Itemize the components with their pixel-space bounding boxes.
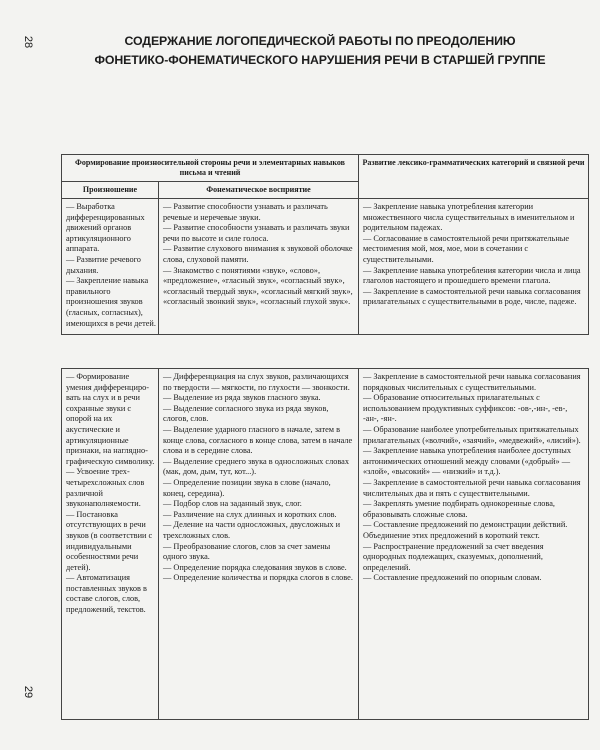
header-lexical: Развитие лексико-грамматических категорий и связной речи bbox=[359, 155, 589, 199]
list-item: — Закрепление навыка употребления категории множественного числа существительных в именительном и родительном падежах. bbox=[363, 202, 575, 233]
list-item: — Различение на слух длинных и коротких слов. bbox=[163, 509, 337, 519]
list-item: — Выделение из ряда звуков гласного звука. bbox=[163, 393, 321, 403]
list-item: — Подбор слов на заданный звук, слог. bbox=[163, 499, 302, 509]
list-item: — Формирование умения дифференцировать на слух и в речи сохранные звуки с опорой на их акустические и артикуляционные признаки, на наглядно-графическую символику. bbox=[66, 372, 155, 466]
list-item: — Закреплять умение подбирать однокоренные слова, образовывать сложные слова. bbox=[363, 499, 555, 519]
list-item: — Выделение среднего звука в односложных словах (мак, дом, дым, тут, кот...). bbox=[163, 456, 349, 477]
list-item: — Закрепление навыка употребления категории числа и лица глаголов настоящего и прошедшего времени глагола. bbox=[363, 265, 581, 286]
list-item: — Знакомство с понятиями «звук», «слово», «предложение», «гласный звук», «согласный звук», «согласный твердый звук», «согласный мягкий звук», «согласный звонкий звук», «согласный глухой звук». bbox=[163, 265, 353, 307]
header-pronunciation-group: Формирование произносительной стороны речи и элементарных навыков письма и чтений bbox=[62, 155, 359, 182]
list-item: — Развитие способности узнавать и различать звуки речи по высоте и силе голоса. bbox=[163, 223, 350, 243]
list-item: — Дифференциация на слух звуков, различающихся по твердости — мягкости, по глухости — звонкости. bbox=[163, 372, 350, 392]
list-item: — Постановка отсутствующих в речи звуков (в соответствии с индивидуальными особенностями речи детей). bbox=[66, 509, 153, 572]
list-item: — Составление предложений по демонстрации действий. Объединение этих предложений в короткий текст. bbox=[363, 520, 568, 540]
list-item: — Составление предложений по опорным словам. bbox=[363, 573, 542, 583]
list-item: — Развитие способности узнавать и различать речевые и неречевые звуки. bbox=[163, 202, 328, 222]
list-item: — Закрепление навыка правильного произношения звуков (гласных, согласных), имеющихся в речи детей. bbox=[66, 276, 156, 328]
bottom-pronunciation-cell bbox=[62, 369, 159, 720]
list-item: — Автоматизация поставленных звуков в составе слогов, слов, предложений, текстов. bbox=[66, 573, 147, 615]
list-item: — Распространение предложений за счет введения однородных подлежащих, сказуемых, дополнений, определений. bbox=[363, 541, 544, 572]
list-item: — Закрепление в самостоятельной речи навыка согласования прилагательных с существительными в роде, числе, падеже. bbox=[363, 286, 581, 307]
page-number-top: 28 bbox=[22, 35, 35, 49]
list-item: — Выделение согласного звука из ряда звуков, слогов, слов. bbox=[163, 403, 329, 424]
bottom-lexical-cell bbox=[359, 369, 589, 720]
list-item: — Усвоение трех-четырехсложных слов различной звуконаполняемости. bbox=[66, 467, 145, 509]
title-line-2: ФОНЕТИКО-ФОНЕМАТИЧЕСКОГО НАРУШЕНИЯ РЕЧИ В СТАРШЕЙ ГРУППЕ bbox=[94, 53, 546, 67]
header-pronunciation: Произношение bbox=[62, 182, 159, 199]
list-item: — Согласование в самостоятельной речи притяжательные местоимения мой, моя, мое, мои в сочетании с существительными. bbox=[363, 233, 570, 264]
content-table-bottom bbox=[61, 368, 589, 720]
list-item: — Развитие слухового внимания к звуковой оболочке слова, слуховой памяти. bbox=[163, 244, 353, 264]
list-item: — Закрепление в самостоятельной речи навыка согласования числительных два и пять с существительными. bbox=[363, 477, 581, 498]
page-title bbox=[40, 32, 600, 70]
list-item: — Образование относительных прилагательных с использованием продуктивных суффиксов: -ов-,-ин-, -ев-, -ан-, -ян-. bbox=[363, 393, 568, 424]
list-item: — Образование наиболее употребительных притяжательных прилагательных («волчий», «заячий», «медвежий», «лисий»). bbox=[363, 424, 581, 445]
list-item: — Выделение ударного гласного в начале, затем в конце слова, согласного в конце слова, затем в начале слова и в середине слова. bbox=[163, 424, 353, 456]
title-line-1: СОДЕРЖАНИЕ ЛОГОПЕДИЧЕСКОЙ РАБОТЫ ПО ПРЕОДОЛЕНИЮ bbox=[124, 34, 516, 48]
list-item: — Преобразование слогов, слов за счет замены одного звука. bbox=[163, 541, 331, 562]
list-item: — Выработка дифференцированных движений органов артикуляционного аппарата. bbox=[66, 202, 145, 254]
top-lexical-cell bbox=[359, 199, 589, 335]
bottom-phonemic-cell bbox=[159, 369, 359, 720]
header-phonemic: Фонематическое восприятие bbox=[159, 182, 359, 199]
page-number-bottom: 29 bbox=[22, 685, 35, 699]
top-phonemic-cell bbox=[159, 199, 359, 335]
content-table-top bbox=[61, 154, 589, 335]
list-item: — Определение порядка следования звуков в слове. bbox=[163, 562, 347, 572]
list-item: — Закрепление в самостоятельной речи навыка согласования порядковых числительных с существительными. bbox=[363, 372, 581, 392]
list-item: — Закрепление навыка употребления наиболее доступных антонимических отношений между словами («добрый» — «злой», «высокий» — «низкий» и т.д.). bbox=[363, 446, 571, 477]
list-item: — Развитие речевого дыхания. bbox=[66, 254, 141, 275]
top-pronunciation-cell bbox=[62, 199, 159, 335]
list-item: — Деление на части односложных, двусложных и трехсложных слов. bbox=[163, 520, 341, 540]
list-item: — Определение количества и порядка слогов в слове. bbox=[163, 573, 353, 583]
list-item: — Определение позиции звука в слове (начало, конец, середина). bbox=[163, 477, 331, 498]
